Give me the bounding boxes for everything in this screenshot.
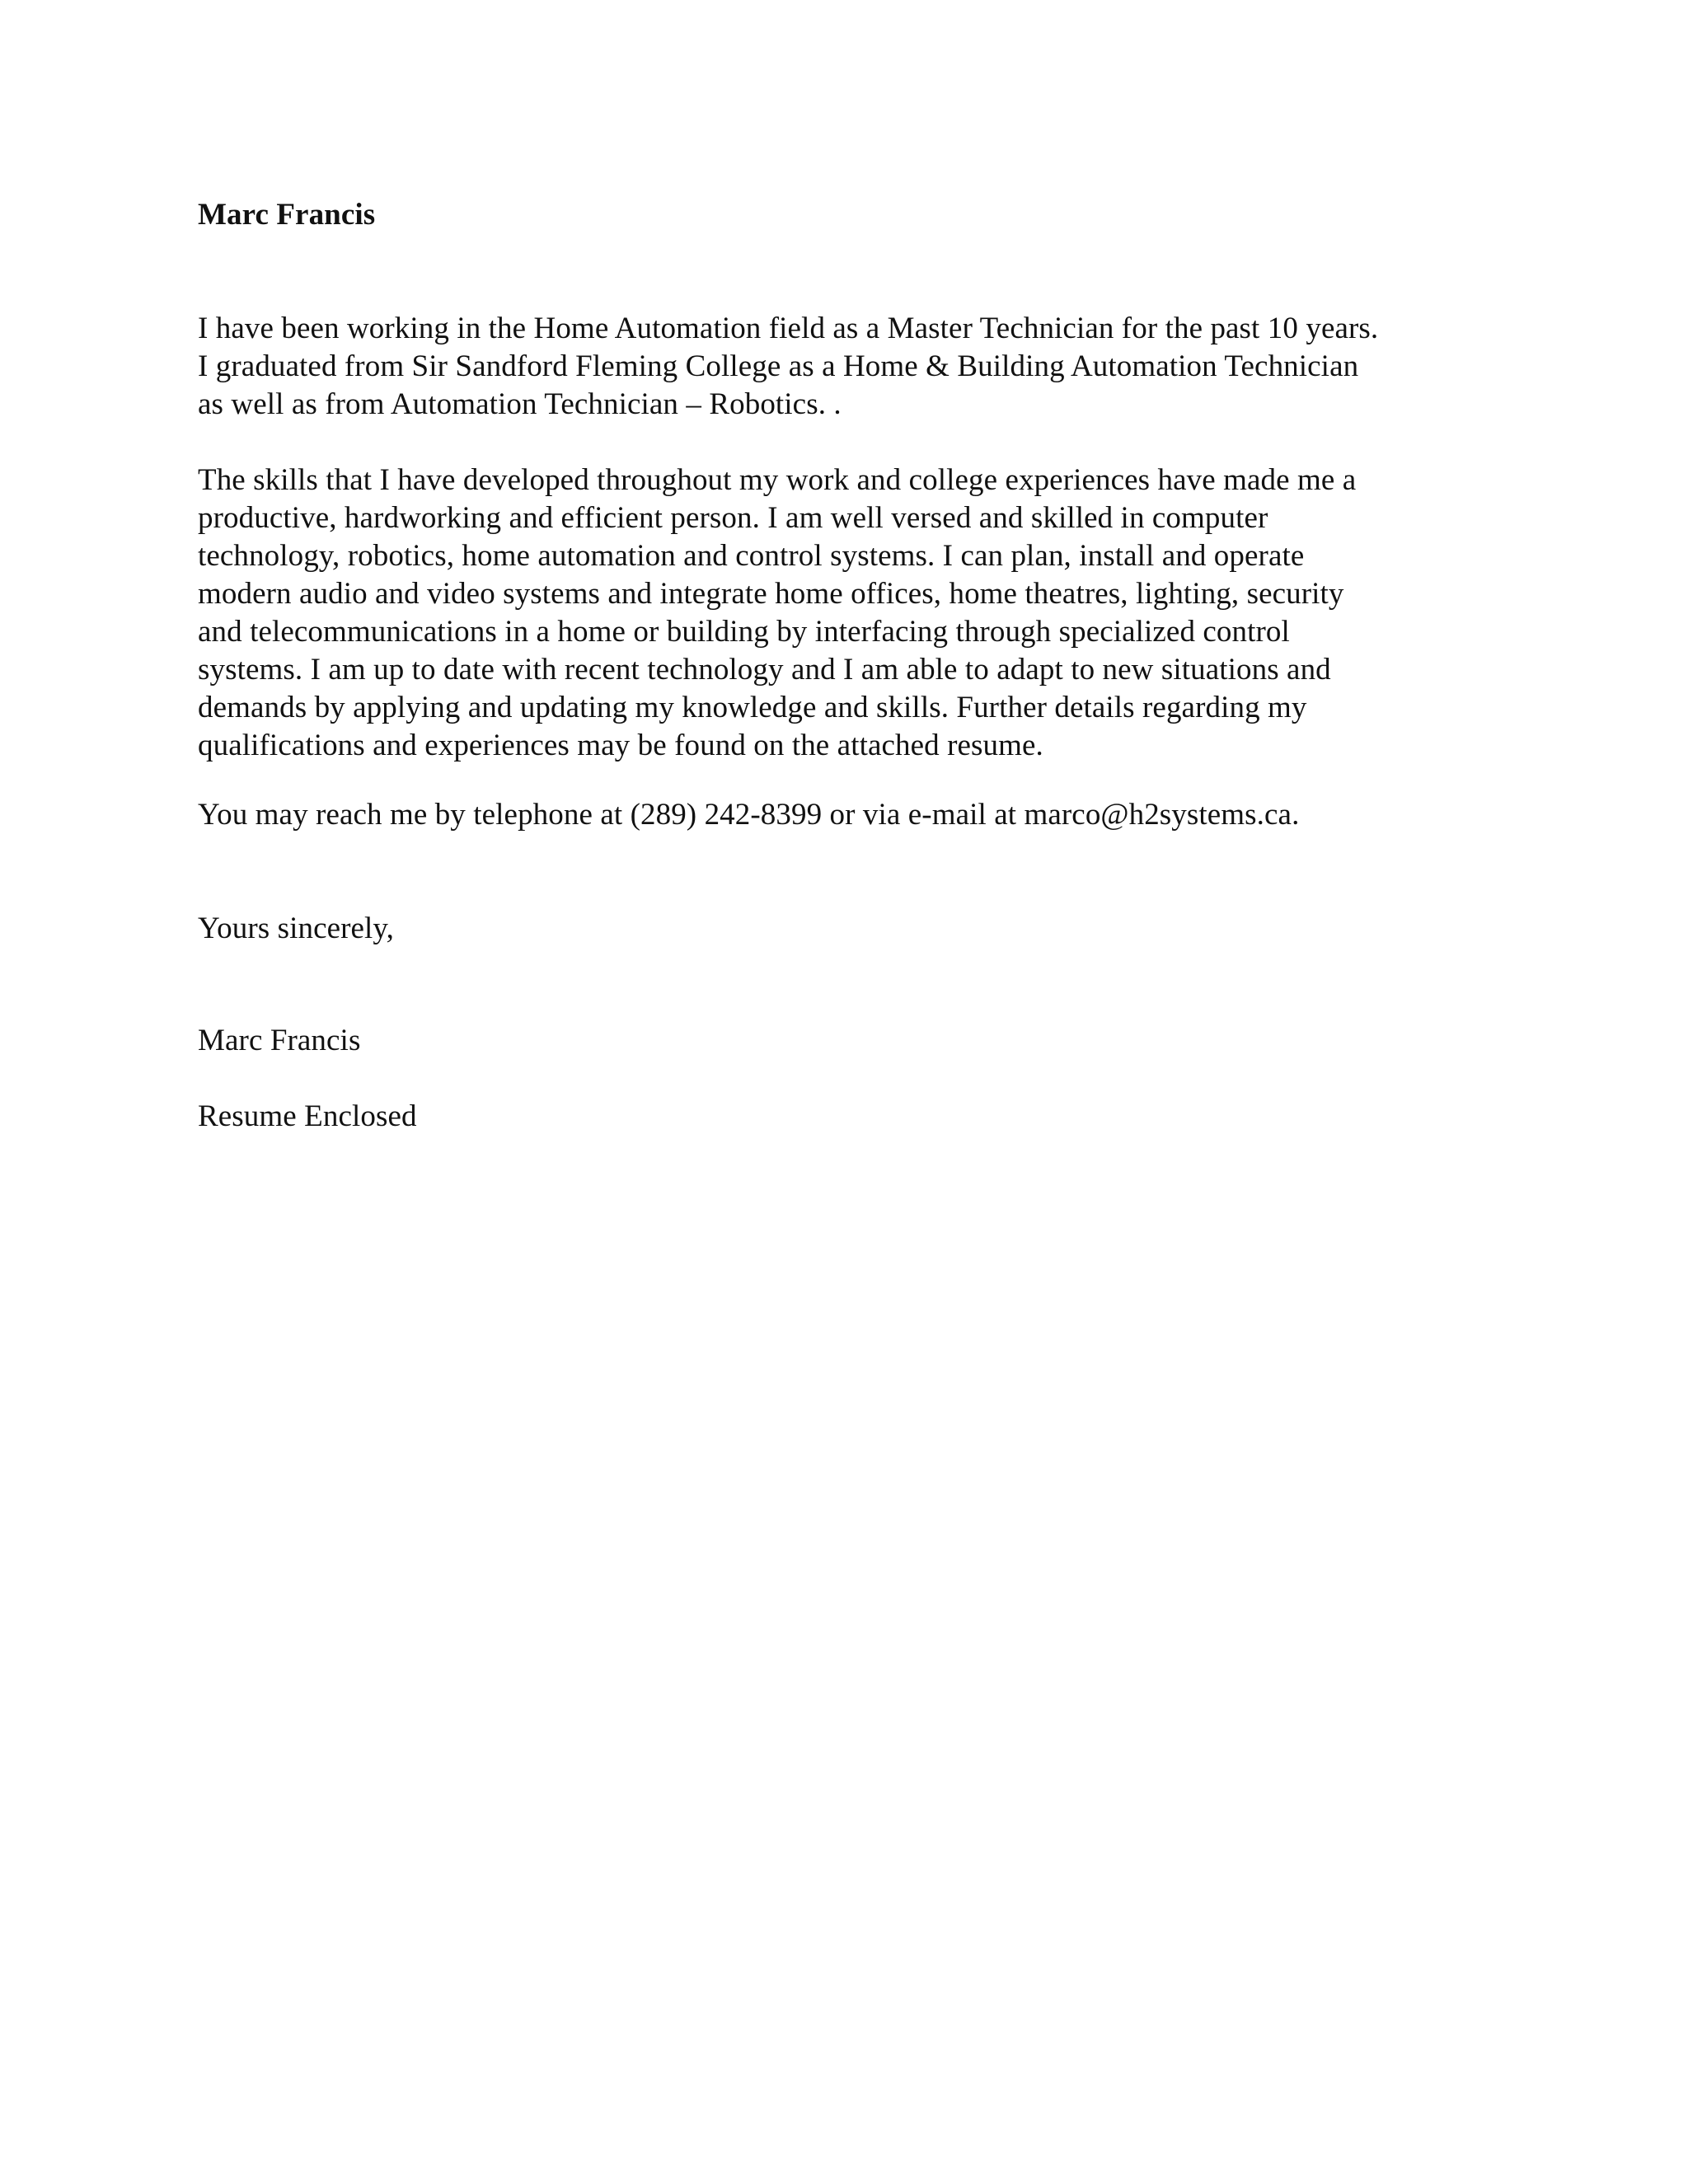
closing-text: Yours sincerely,	[198, 912, 394, 945]
paragraph-line: modern audio and video systems and integrate home offices, home theatres, lighting, security	[198, 577, 1344, 611]
paragraph-experience	[198, 310, 1378, 424]
enclosure-text: Resume Enclosed	[198, 1099, 417, 1133]
paragraph-line: The skills that I have developed throughout my work and college experiences have made me a	[198, 463, 1357, 497]
letter-heading	[198, 196, 375, 234]
paragraph-line: productive, hardworking and efficient person. I am well versed and skilled in computer	[198, 501, 1268, 535]
paragraph-line: I have been working in the Home Automation field as a Master Technician for the past 10 years.	[198, 312, 1379, 345]
paragraph-line: as well as from Automation Technician – Robotics. .	[198, 387, 842, 421]
paragraph-skills	[198, 462, 1356, 765]
paragraph-line: technology, robotics, home automation and control systems. I can plan, install and operate	[198, 539, 1305, 573]
paragraph-line: systems. I am up to date with recent technology and I am able to adapt to new situations and	[198, 653, 1331, 687]
paragraph-line: and telecommunications in a home or building by interfacing through specialized control	[198, 615, 1290, 649]
paragraph-line: I graduated from Sir Sandford Fleming College as a Home & Building Automation Technician	[198, 349, 1359, 383]
signature-line	[198, 1022, 360, 1060]
enclosure-line	[198, 1098, 417, 1136]
heading-text: Marc Francis	[198, 198, 376, 232]
signature-text: Marc Francis	[198, 1024, 361, 1057]
paragraph-line: demands by applying and updating my knowledge and skills. Further details regarding my	[198, 691, 1307, 724]
contact-line	[198, 796, 1299, 834]
paragraph-line: qualifications and experiences may be found on the attached resume.	[198, 729, 1043, 762]
closing-line	[198, 910, 394, 948]
contact-text: You may reach me by telephone at (289) 242-8399 or via e-mail at marco@h2systems.ca.	[198, 798, 1300, 832]
